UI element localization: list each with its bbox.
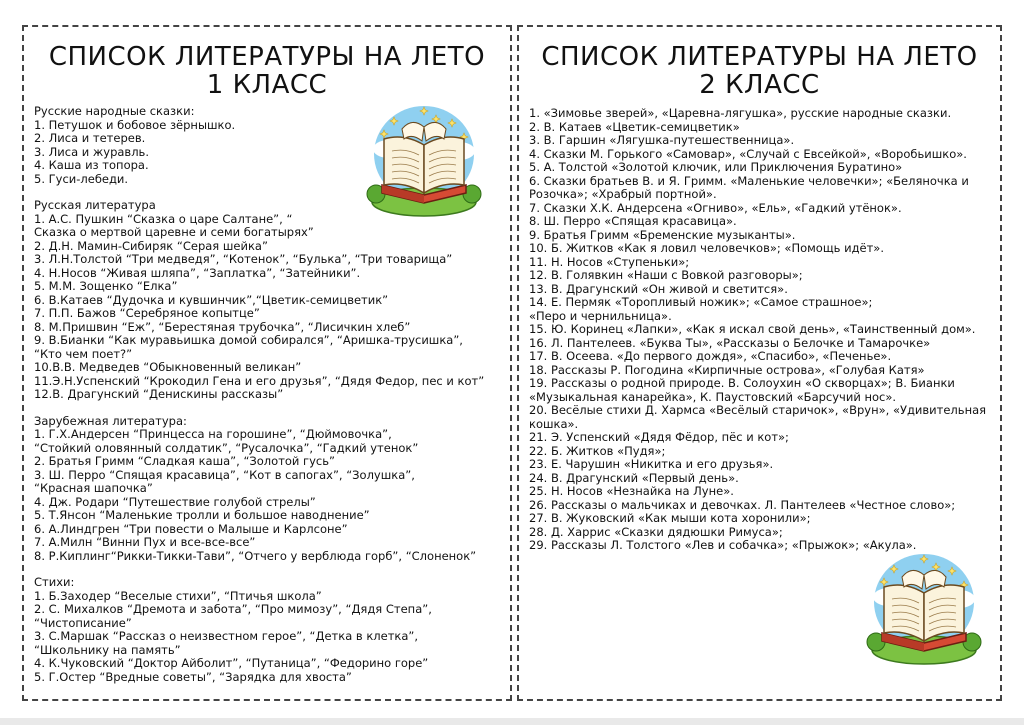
list-item: 3. В. Гаршин «Лягушка-путешественница».	[529, 133, 795, 147]
list-item: 1. А.С. Пушкин “Сказка о царе Салтане”, “	[34, 211, 293, 226]
left-section	[34, 199, 502, 402]
list-item: 19. Рассказы о родной природе. В. Солоухин «О скворцах»; В. Бианки «Музыкальная канарейка», К. Паустовский «Барсучий нос».	[529, 376, 955, 404]
left-section	[34, 415, 502, 564]
list-item: 21. Э. Успенский «Дядя Фёдор, пёс и кот»;	[529, 430, 789, 444]
list-item: 23. Е. Чарушин «Никитка и его друзья».	[529, 457, 774, 471]
right-title-line2: 2 КЛАСС	[699, 70, 820, 100]
list-item: 22. Б. Житков «Пудя»;	[529, 443, 666, 458]
section-heading: Стихи:	[34, 575, 75, 589]
right-title-line1: СПИСОК ЛИТЕРАТУРЫ НА ЛЕТО	[541, 42, 978, 72]
list-item: 5. А. Толстой «Золотой ключик, или Приключения Буратино»	[529, 160, 903, 174]
list-item: 6. А.Линдгрен “Три повести о Малыше и Карлсоне”	[34, 521, 348, 536]
list-item: 2. Д.Н. Мамин-Сибиряк “Серая шейка”	[34, 238, 268, 253]
list-item: 13. В. Драгунский «Он живой и светится».	[529, 281, 788, 296]
left-panel-grade-1	[22, 25, 512, 701]
list-item: 1. «Зимовье зверей», «Царевна-лягушка», русские народные сказки.	[529, 106, 952, 120]
list-item: 3. Ш. Перро “Спящая красавица”, “Кот в сапогах”, “Золушка”,	[34, 467, 415, 482]
list-item: Сказка о мертвой царевне и семи богатырях”	[34, 225, 314, 239]
list-item: 5. Гуси-лебеди.	[34, 171, 129, 186]
list-item: 4. Каша из топора.	[34, 158, 149, 172]
list-item: 10.В.В. Медведев “Обыкновенный великан”	[34, 360, 302, 374]
list-item: 17. В. Осеева. «До первого дождя», «Спасибо», «Печенье».	[529, 349, 892, 363]
list-item: 1. Б.Заходер “Веселые стихи”, “Птичья школа”	[34, 588, 322, 603]
list-item: 2. В. Катаев «Цветик-семицветик»	[529, 119, 740, 134]
left-title	[24, 43, 510, 99]
list-item: 7. П.П. Бажов “Серебряное копытце”	[34, 306, 260, 320]
right-title	[519, 43, 1000, 99]
list-item: 5. Т.Янсон “Маленькие тролли и большое наводнение”	[34, 508, 370, 522]
left-section	[34, 576, 502, 684]
list-item: “Чистописание”	[34, 615, 132, 630]
list-item: 16. Л. Пантелеев. «Буква Ты», «Рассказы о Белочке и Тамарочке»	[529, 335, 931, 350]
list-item: 8. Р.Киплинг“Рикки-Тикки-Тави”, “Отчего у верблюда горб”, “Слоненок”	[34, 548, 477, 563]
open-book-illustration-icon	[864, 547, 984, 669]
list-item: 7. Сказки Х.К. Андерсена «Огниво», «Ель», «Гадкий утёнок».	[529, 200, 902, 215]
list-item: 28. Д. Харрис «Сказки дядюшки Римуса»;	[529, 524, 783, 539]
right-body	[519, 107, 1000, 553]
list-item: 4. Дж. Родари “Путешествие голубой стрелы”	[34, 494, 316, 509]
list-item: 12. В. Голявкин «Наши с Вовкой разговоры»;	[529, 268, 803, 282]
list-item: 14. Е. Пермяк «Торопливый ножик»; «Самое страшное»;	[529, 295, 873, 309]
list-item: 8. М.Пришвин “Еж”, “Берестяная трубочка”, “Лисичкин хлеб”	[34, 319, 411, 334]
list-item: 3. Л.Н.Толстой “Три медведя”, “Котенок”, “Булька”, “Три товарища”	[34, 252, 453, 266]
left-title-line1: СПИСОК ЛИТЕРАТУРЫ НА ЛЕТО	[48, 42, 486, 72]
list-item: 26. Рассказы о мальчиках и девочках. Л. Пантелеев «Честное слово»;	[529, 497, 956, 512]
list-item: 4. Н.Носов “Живая шляпа”, “Заплатка”, “Затейники”.	[34, 265, 361, 280]
list-item: 25. Н. Носов «Незнайка на Луне».	[529, 484, 734, 498]
left-title-line2: 1 КЛАСС	[206, 70, 328, 100]
list-item: 4. Сказки М. Горького «Самовар», «Случай с Евсейкой», «Воробьишко».	[529, 146, 967, 161]
list-item: 20. Весёлые стихи Д. Хармса «Весёлый старичок», «Врун», «Удивительная кошка».	[529, 403, 987, 431]
list-item: 2. Лиса и тетерев.	[34, 131, 146, 145]
list-item: 4. К.Чуковский “Доктор Айболит”, “Путаница”, “Федорино горе”	[34, 656, 429, 670]
list-item: 9. Братья Гримм «Бременские музыканты».	[529, 227, 796, 242]
list-item: «Перо и чернильница».	[529, 308, 672, 323]
list-item: “Стойкий оловянный солдатик”, “Русалочка”, “Гадкий утенок”	[34, 440, 419, 455]
list-item: “Красная шапочка”	[34, 481, 153, 495]
list-item: 1. Г.Х.Андерсен “Принцесса на горошине”, “Дюймовочка”,	[34, 427, 392, 441]
list-item: 2. Братья Гримм “Сладкая каша”, “Золотой гусь”	[34, 454, 335, 468]
right-panel-grade-2	[517, 25, 1002, 701]
section-heading: Зарубежная литература:	[34, 413, 187, 428]
open-book-illustration-icon	[364, 99, 484, 221]
list-item: 5. М.М. Зощенко “Елка”	[34, 279, 178, 293]
list-item: “Кто чем поет?”	[34, 346, 133, 361]
list-item: 6. Сказки братьев В. и Я. Гримм. «Маленькие человечки»; «Беляночка и Розочка»; «Храбрый портной».	[529, 173, 969, 201]
section-heading: Русская литература	[34, 198, 156, 212]
list-item: 5. Г.Остер “Вредные советы”, “Зарядка для хвоста”	[34, 669, 352, 684]
list-item: 18. Рассказы Р. Погодина «Кирпичные острова», «Голубая Катя»	[529, 362, 925, 377]
list-item: 8. Ш. Перро «Спящая красавица».	[529, 214, 737, 228]
list-item: 15. Ю. Коринец «Лапки», «Как я искал свой день», «Таинственный дом».	[529, 322, 976, 336]
list-item: 1. Петушок и бобовое зёрнышко.	[34, 117, 236, 132]
list-item: 6. В.Катаев “Дудочка и кувшинчик”,“Цветик-семицветик”	[34, 292, 389, 307]
list-item: 7. А.Милн “Винни Пух и все-все-все”	[34, 535, 256, 549]
list-item: 9. В.Бианки “Как муравьишка домой собирался”, “Аришка-трусишка”,	[34, 333, 463, 347]
list-item: 10. Б. Житков «Как я ловил человечков»; «Помощь идёт».	[529, 241, 885, 255]
list-item: 3. С.Маршак “Рассказ о неизвестном герое”, “Детка в клетка”,	[34, 629, 419, 643]
section-heading: Русские народные сказки:	[34, 104, 195, 118]
list-item: 11. Н. Носов «Ступеньки»;	[529, 254, 690, 269]
bottom-strip	[0, 718, 1024, 725]
list-item: “Школьнику на память”	[34, 642, 181, 657]
list-item: 11.Э.Н.Успенский “Крокодил Гена и его друзья”, “Дядя Федор, пес и кот”	[34, 373, 485, 388]
list-item: 27. В. Жуковский «Как мыши кота хоронили»;	[529, 511, 811, 525]
list-item: 24. В. Драгунский «Первый день».	[529, 470, 739, 485]
list-item: 2. С. Михалков “Дремота и забота”, “Про мимозу”, “Дядя Степа”,	[34, 602, 432, 616]
list-item: 3. Лиса и журавль.	[34, 144, 149, 159]
list-item: 12.В. Драгунский “Денискины рассказы”	[34, 387, 284, 401]
list-item: 29. Рассказы Л. Толстого «Лев и собачка»; «Прыжок»; «Акула».	[529, 538, 917, 552]
